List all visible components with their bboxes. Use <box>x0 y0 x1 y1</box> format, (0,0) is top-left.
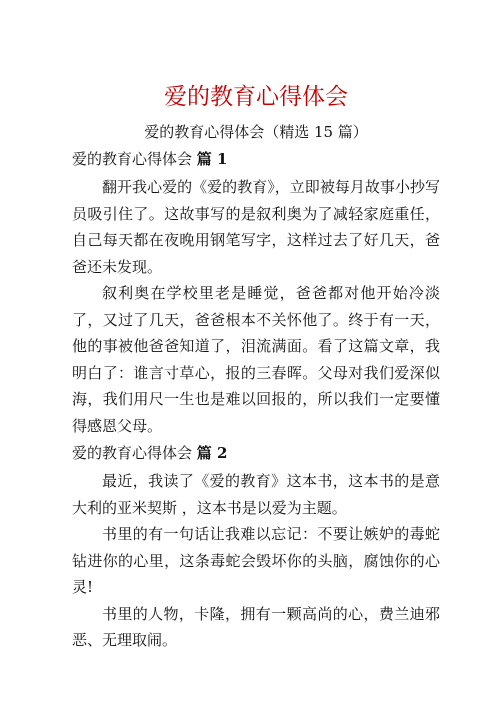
section-heading-text: 爱的教育心得体会 <box>72 150 193 168</box>
section-1 <box>72 149 440 439</box>
paragraph: 最近，我读了《爱的教育》这本书，这本书的是意大利的亚米契斯 ，这本书是以爱为主题。 <box>72 472 440 517</box>
section-heading <box>72 443 440 463</box>
paragraph: 翻开我心爱的《爱的教育》，立即被每月故事小抄写员吸引住了。这故事写的是叙利奥为了减轻家庭重任，自己每天都在夜晚用钢笔写字，这样过去了好几天，爸爸还未发现。 <box>72 178 440 276</box>
section-heading-number: 篇 2 <box>196 444 228 462</box>
section-2 <box>72 443 440 654</box>
paragraph: 书里的人物，卡隆，拥有一颗高尚的心，费兰迪邪恶、无理取闹。 <box>72 604 440 649</box>
section-heading-number: 篇 1 <box>196 150 228 168</box>
section-heading <box>72 149 440 169</box>
section-heading-text: 爱的教育心得体会 <box>72 444 193 462</box>
document-title: 爱的教育心得体会 <box>164 84 348 110</box>
paragraph: 书里的有一句话让我难以忘记：不要让嫉妒的毒蛇钻进你的心里，这条毒蛇会毁坏你的头脑，腐蚀你的心灵! <box>72 525 440 596</box>
document-subtitle: 爱的教育心得体会（精选 15 篇） <box>144 123 368 141</box>
paragraph: 叙利奥在学校里老是睡觉，爸爸都对他开始冷淡了，又过了几天，爸爸根本不关怀他了。终于有一天，他的事被他爸爸知道了，泪流满面。看了这篇文章，我明白了：谁言寸草心，报的三春晖。父母对我们爱深似海，我们用尺一生也是难以回报的，所以我们一定要懂得感恩父母。 <box>72 284 440 435</box>
